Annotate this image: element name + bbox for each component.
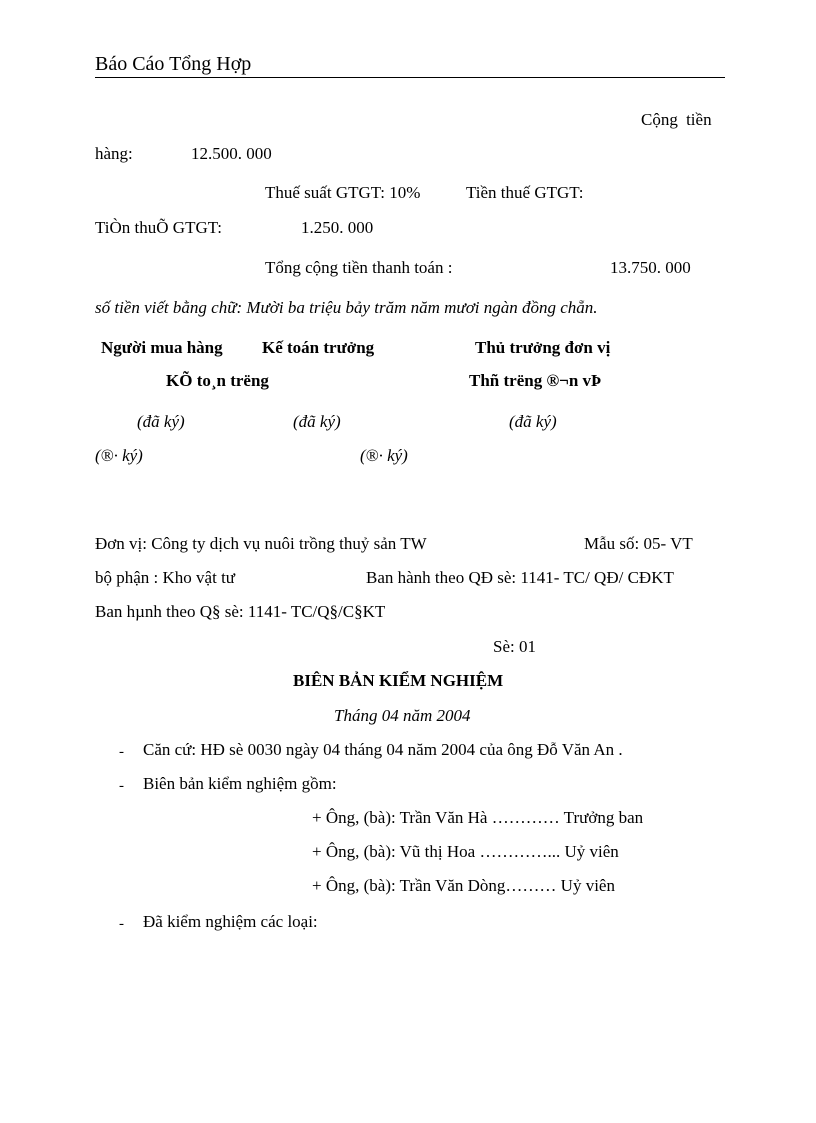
signed-3: (đã ký) [509, 412, 557, 431]
record-date: Tháng 04 năm 2004 [334, 706, 471, 725]
so-number: Sè: 01 [493, 637, 536, 656]
member-1: + Ông, (bà): Trần Văn Hà ………… Trưởng ban [312, 808, 644, 827]
record-title: BIÊN BẢN KIỂM NGHIỆM [293, 671, 504, 690]
sig-ke-toan-garbled: KÕ to¸n trëng [166, 371, 269, 390]
member-3: + Ông, (bà): Trần Văn Dòng……… Uỷ viên [312, 876, 615, 895]
signed-1: (đã ký) [137, 412, 185, 431]
member-2: + Ông, (bà): Vũ thị Hoa …………... Uỷ viên [312, 842, 619, 861]
hang-label: hàng: [95, 144, 133, 163]
don-vi: Đơn vị: Công ty dịch vụ nuôi trồng thuỷ sản TW [95, 534, 427, 553]
bang-chu: số tiền viết bằng chữ: Mười ba triệu bảy trăm năm mươi ngàn đồng chẵn. [95, 298, 598, 317]
sig-thu-truong-garbled: Thñ trëng ®¬n vÞ [469, 371, 602, 390]
tien-thue-label: Tiền thuế GTGT: [466, 183, 584, 202]
tien-thue-garbled: TiÒn thuÕ GTGT: [95, 218, 222, 237]
bullet-dash-1: - [119, 744, 124, 760]
signed-5: (®· ký) [360, 446, 408, 465]
header-title: Báo Cáo Tổng Hợp [95, 53, 252, 75]
sig-thu-truong: Thủ trưởng đơn vị [475, 338, 611, 357]
cong-tien-label: Cộng tiền [641, 110, 712, 129]
mau-so: Mẫu số: 05- VT [584, 534, 693, 553]
signed-2: (đã ký) [293, 412, 341, 431]
tien-thue-value: 1.250. 000 [301, 218, 374, 237]
hang-value: 12.500. 000 [191, 144, 272, 163]
bullet-dash-3: - [119, 916, 124, 932]
tong-cong-label: Tổng cộng tiền thanh toán : [265, 258, 453, 277]
signed-4: (®· ký) [95, 446, 143, 465]
ban-hanh: Ban hành theo QĐ sè: 1141- TC/ QĐ/ CĐKT [366, 568, 674, 587]
bullet-dash-2: - [119, 778, 124, 794]
ban-hanh-garbled: Ban hµnh theo Q§ sè: 1141- TC/Q§/C§KT [95, 602, 386, 621]
header-rule [95, 77, 725, 78]
bien-ban-gom: Biên bản kiểm nghiệm gồm: [143, 774, 337, 793]
bo-phan: bộ phận : Kho vật tư [95, 568, 236, 587]
da-kiem-nghiem: Đã kiểm nghiệm các loại: [143, 912, 318, 931]
tong-cong-value: 13.750. 000 [610, 258, 691, 277]
can-cu: Căn cứ: HĐ sè 0030 ngày 04 tháng 04 năm 2004 của ông Đỗ Văn An . [143, 740, 623, 759]
thue-suat: Thuế suất GTGT: 10% [265, 183, 421, 202]
sig-ke-toan: Kế toán trưởng [262, 338, 375, 357]
sig-nguoi-mua: Người mua hàng [101, 338, 223, 357]
